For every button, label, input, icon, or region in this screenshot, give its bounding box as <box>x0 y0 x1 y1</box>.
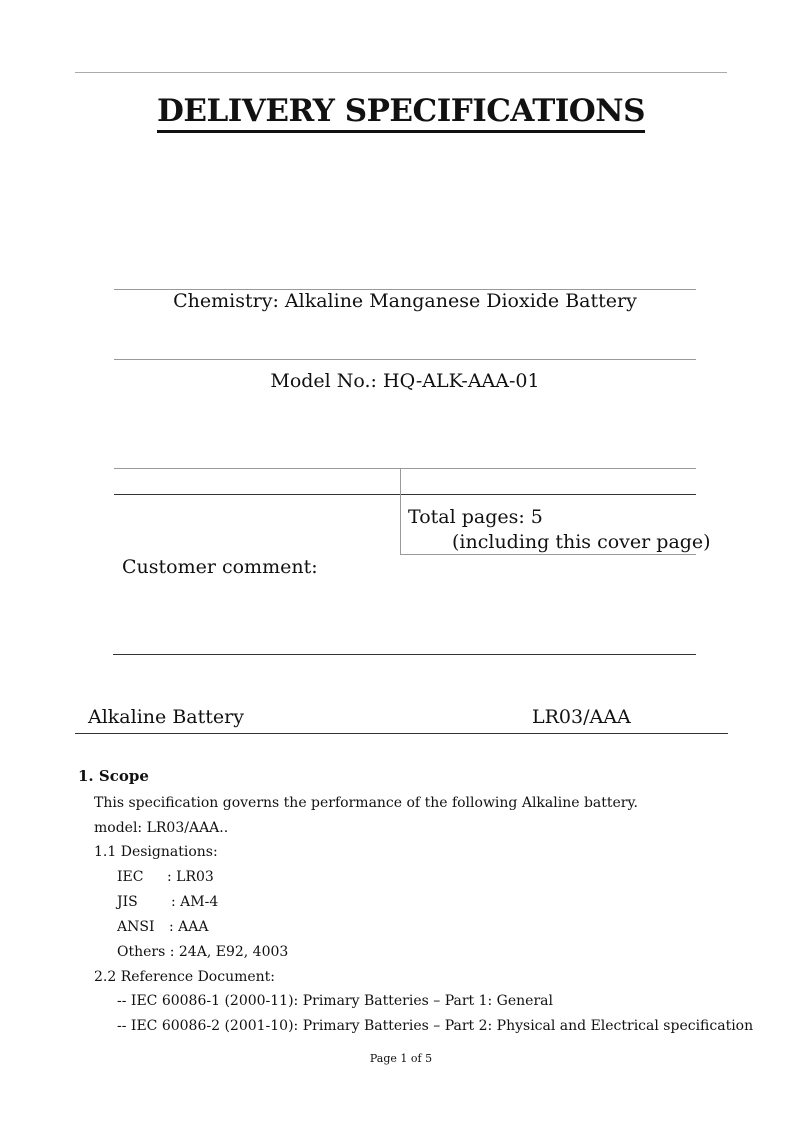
reference-heading: 2.2 Reference Document: <box>94 969 276 985</box>
header-product: Alkaline Battery <box>88 706 244 728</box>
customer-comment-line <box>113 654 696 655</box>
designation-value: : LR03 <box>167 869 214 885</box>
designation-label: ANSI <box>117 919 155 935</box>
total-pages-note: (including this cover page) <box>452 531 711 553</box>
total-pages: Total pages: 5 <box>408 506 543 528</box>
customer-comment-label: Customer comment: <box>122 556 318 578</box>
reference-item: -- IEC 60086-1 (2000-11): Primary Batteries – Part 1: General <box>117 993 553 1009</box>
table-column-divider <box>400 468 401 555</box>
scope-model: model: LR03/AAA.. <box>94 820 229 836</box>
divider <box>114 359 696 360</box>
table-row-border <box>114 494 696 495</box>
designations-others: Others : 24A, E92, 4003 <box>117 944 289 960</box>
page-title: DELIVERY SPECIFICATIONS <box>0 93 802 129</box>
model-number: Model No.: HQ-ALK-AAA-01 <box>270 370 540 392</box>
table-top-border <box>114 468 696 469</box>
designations-heading: 1.1 Designations: <box>94 844 218 860</box>
section-heading-scope: 1. Scope <box>78 767 149 785</box>
designation-value: : AAA <box>169 919 209 935</box>
header-model: LR03/AAA <box>532 706 631 728</box>
chemistry-line: Chemistry: Alkaline Manganese Dioxide Battery <box>173 290 637 312</box>
table-bottom-border <box>400 554 696 555</box>
header-rule <box>75 733 728 734</box>
designation-label: IEC <box>117 869 144 885</box>
page-footer: Page 1 of 5 <box>369 1052 433 1065</box>
reference-item: -- IEC 60086-2 (2001-10): Primary Batteries – Part 2: Physical and Electrical specification <box>117 1018 754 1034</box>
top-rule <box>75 72 727 73</box>
designation-label: JIS <box>117 894 138 910</box>
scope-intro: This specification governs the performance of the following Alkaline battery. <box>94 795 638 811</box>
designation-value: : AM-4 <box>171 894 219 910</box>
